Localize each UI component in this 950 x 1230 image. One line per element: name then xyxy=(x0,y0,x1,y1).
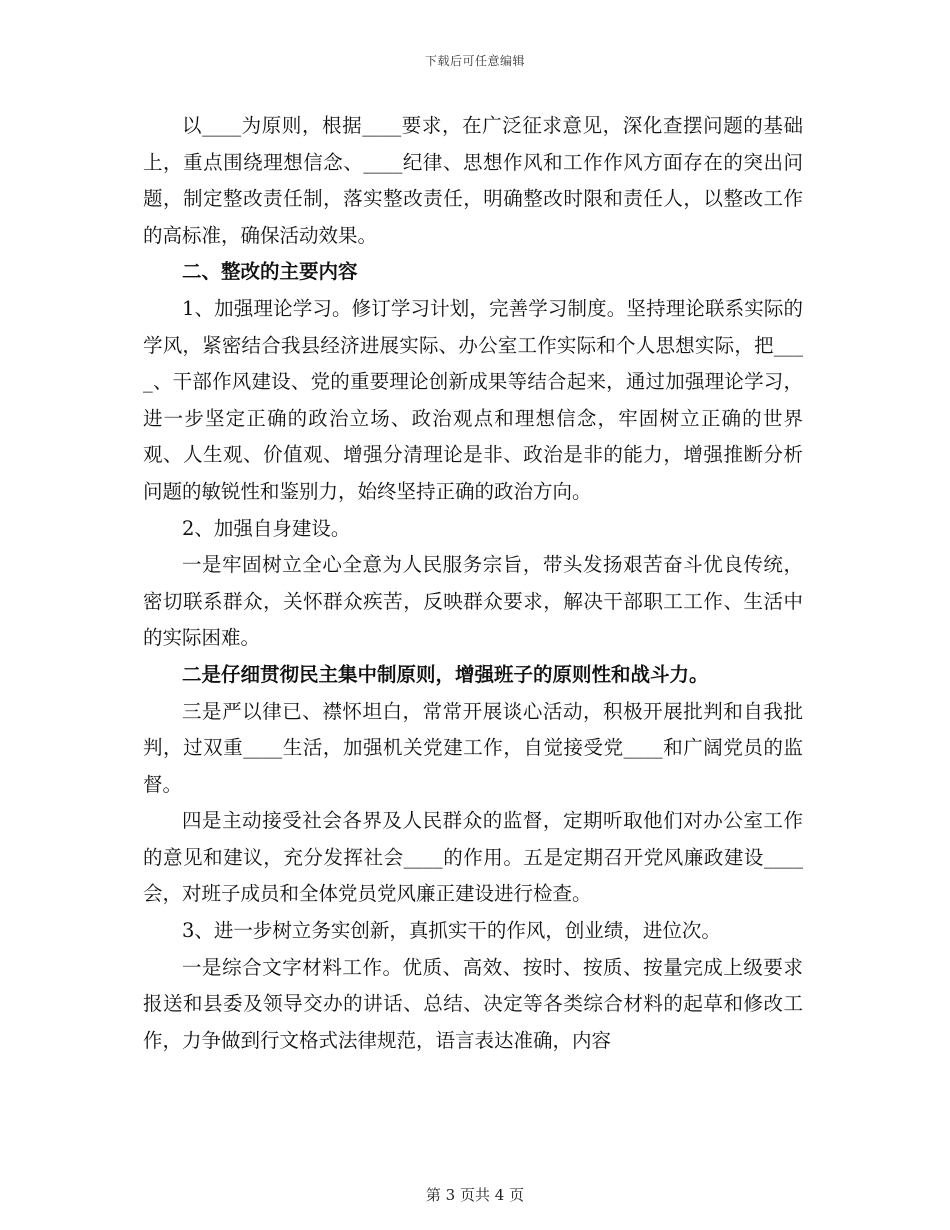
section-heading-2: 二、整改的主要内容 xyxy=(182,260,358,284)
page-header: 下载后可任意编辑 xyxy=(424,54,525,68)
paragraph-writing-work: 一是综合文字材料工作。优质、高效、按时、按质、按量完成上级要求报送和县委及领导交办的讲话、总结、决定等各类综合材料的起草和修改工作，力争做到行文格式法律规范，语言表达准确，内容 xyxy=(143,955,803,1052)
paragraph-section-three: 3、进一步树立务实创新，真抓实干的作风，创业绩，进位次。 xyxy=(182,919,721,943)
paragraph-self-building: 2、加强自身建设。 xyxy=(182,516,351,540)
paragraph-1: 以____为原则，根据____要求，在广泛征求意见，深化查摆问题的基础上，重点围绕理想信念、____纪律、思想作风和工作作风方面存在的突出问题，制定整改责任制，落实整改责任，明确整改时限和责任人，以整改工作的高标准，确保活动效果。 xyxy=(143,114,803,247)
page-number: 第 3 页共 4 页 xyxy=(425,1186,525,1204)
paragraph-item-three: 三是严以律已、襟怀坦白，常常开展谈心活动，积极开展批判和自我批判，过双重____生活，加强机关党建工作，自觉接受党____和广阔党员的监督。 xyxy=(143,699,803,796)
paragraph-item-one: 一是牢固树立全心全意为人民服务宗旨，带头发扬艰苦奋斗优良传统，密切联系群众，关怀群众疾苦，反映群众要求，解决干部职工工作、生活中的实际困难。 xyxy=(143,553,803,650)
document-body xyxy=(143,108,803,1059)
paragraph-item-two: 二是仔细贯彻民主集中制原则，增强班子的原则性和战斗力。 xyxy=(182,662,709,686)
paragraph-item-four-five: 四是主动接受社会各界及人民群众的监督，定期听取他们对办公室工作的意见和建议，充分发挥社会____的作用。五是定期召开党风廉政建设____会，对班子成员和全体党员党风廉正建设进行检查。 xyxy=(143,809,803,906)
paragraph-theory-study: 1、加强理论学习。修订学习计划，完善学习制度。坚持理论联系实际的学风，紧密结合我县经济进展实际、办公室工作实际和个人思想实际，把____、干部作风建设、党的重要理论创新成果等结合起来，通过加强理论学习，进一步坚定正确的政治立场、政治观点和理想信念，牢固树立正确的世界观、人生观、价值观、增强分清理论是非、政治是非的能力，增强推断分析问题的敏锐性和鉴别力，始终坚持正确的政治方向。 xyxy=(143,296,803,503)
